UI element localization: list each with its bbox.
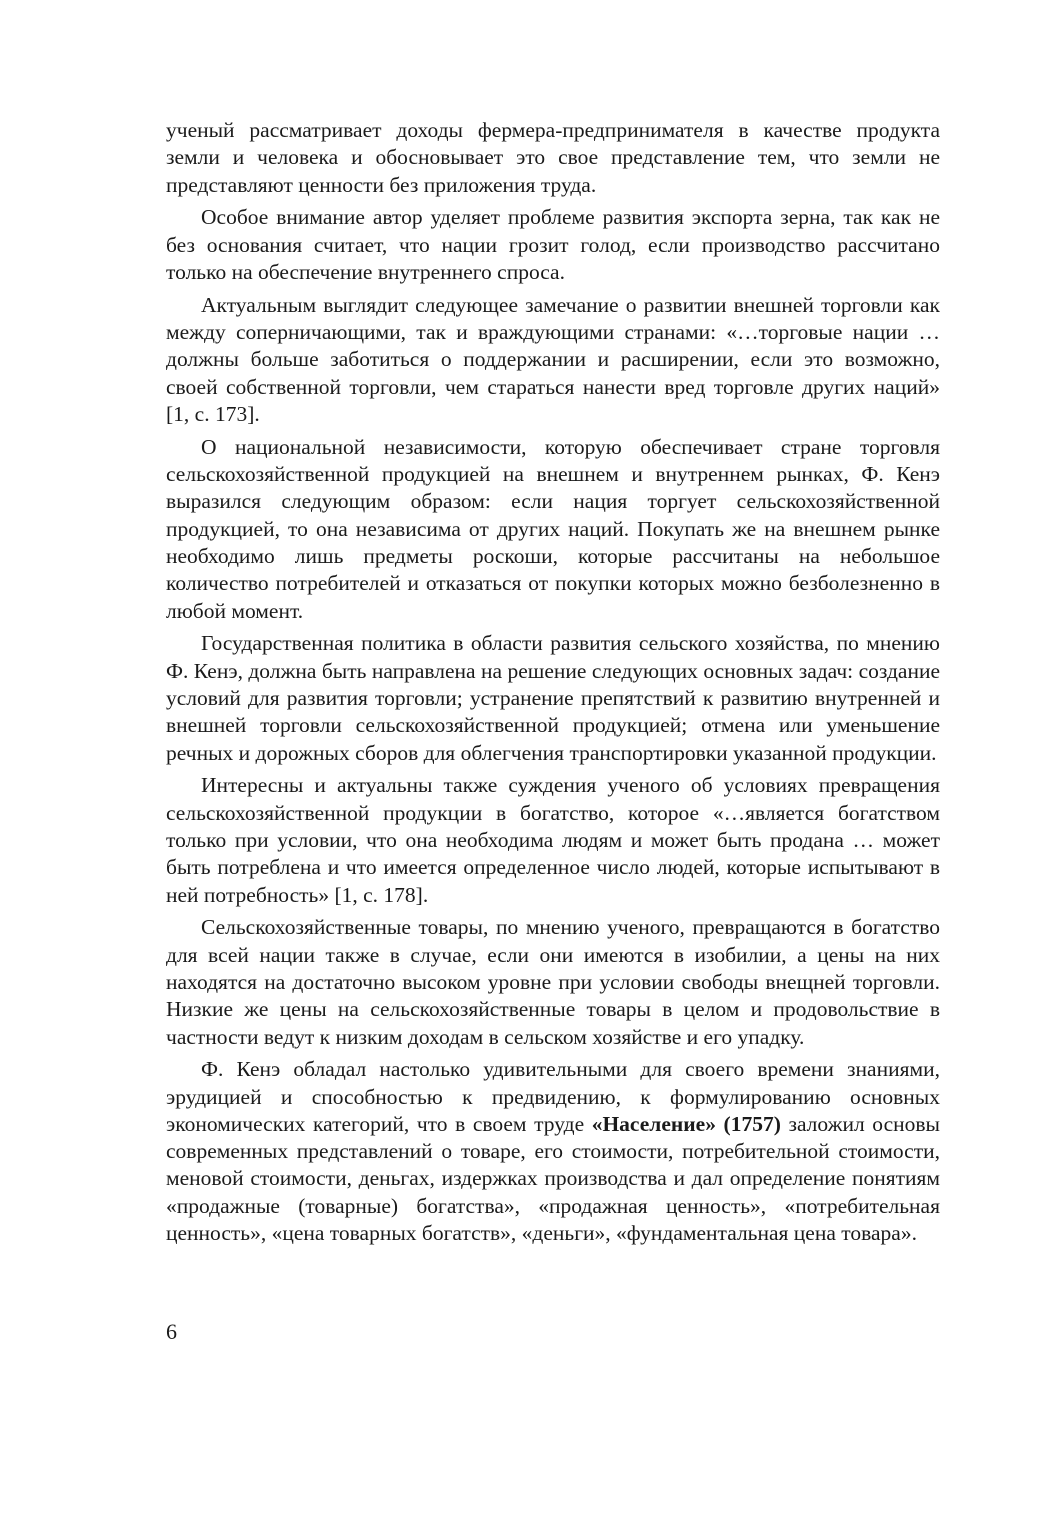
paragraph-8: [166, 1056, 940, 1247]
paragraph-8-part-2: заложил основы современных представлений о товаре, его стоимости, потребительной стоимости, меновой стоимости, деньгах, издержках производства и дал определение понятиям «продажные (товарные) богатства», «продажная ценность», «потребительная ценность», «цена товарных богатств», «деньги», «фундаментальная цена товара».: [166, 1111, 940, 1246]
paragraph-4: О национальной независимости, которую обеспечивает стране торговля сельскохозяйственной продукцией на внешнем и внутреннем рынках, Ф. Кенэ выразился следующим образом: если нация торгует сельскохозяйственной продукцией, то она независима от других наций. Покупать же на внешнем рынке необходимо лишь предметы роскоши, которые рассчитаны на небольшое количество потребителей и отказаться от покупки которых можно безболезненно в любой момент.: [166, 434, 940, 623]
book-title-bold: «Население» (1757): [591, 1111, 781, 1136]
paragraph-1: ученый рассматривает доходы фермера-предпринимателя в качестве продукта земли и человека и обосновывает это свое представление тем, что земли не представляют ценности без приложения труда.: [166, 118, 940, 197]
paragraph-8-part-1: Ф. Кенэ обладал настолько удивительными для своего времени знаниями, эрудицией и способностью к предвидению, к формулированию основных экономических категорий, что в своем труде: [166, 1057, 940, 1136]
paragraph-3: Актуальным выглядит следующее замечание о развитии внешней торговли как между соперничающими, так и враждующими странами: «…торговые нации … должны больше заботиться о поддержании и расширении, если это возможно, своей собственной торговли, чем стараться нанести вред торговле других наций» [1, с. 173].: [166, 292, 940, 426]
paragraph-2: Особое внимание автор уделяет проблеме развития экспорта зерна, так как не без основания считает, что нации грозит голод, если производство рассчитано только на обеспечение внутреннего спроса.: [166, 205, 940, 284]
paragraph-7: Сельскохозяйственные товары, по мнению ученого, превращаются в богатство для всей нации также в случае, если они имеются в изобилии, а цены на них находятся на достаточно высоком уровне при условии свободы внещней торговли. Низкие же цены на сельскохозяйственные товары в целом и продовольствие в частности ведут к низким доходам в сельском хозяйстве и его упадку.: [166, 915, 940, 1049]
paragraph-5: Государственная политика в области развития сельского хозяйства, по мнению Ф. Кенэ, должна быть направлена на решение следующих основных задач: создание условий для развития торговли; устранение препятствий к развитию внутренней и внешней торговли сельскохозяйственной продукцией; отмена или уменьшение речных и дорожных сборов для облегчения транспортировки указанной продукции.: [166, 631, 940, 765]
paragraph-6: Интересны и актуальны также суждения ученого об условиях превращения сельскохозяйственной продукции в богатство, которое «…является богатством только при условии, что она необходима людям и может быть продана … может быть потреблена и что имеется определенное число людей, которые испытывают в ней потребность» [1, с. 178].: [166, 773, 940, 907]
page-number: 6: [166, 1319, 177, 1344]
body-text: [166, 117, 940, 1253]
